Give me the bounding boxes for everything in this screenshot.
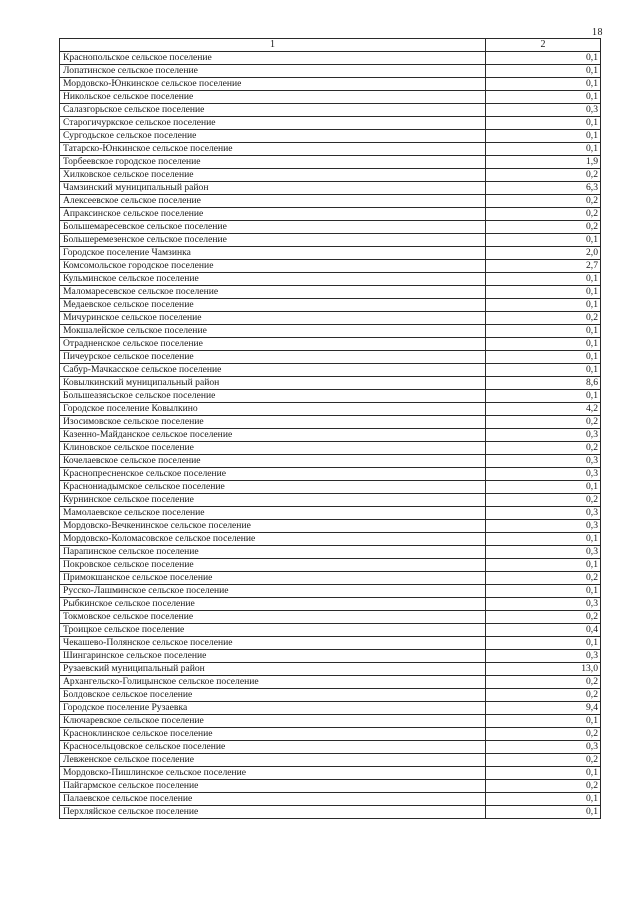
table-row xyxy=(60,429,601,442)
table-row xyxy=(60,351,601,364)
settlement-name-cell: Сургодьское сельское поселение xyxy=(60,130,486,143)
value-cell: 0,1 xyxy=(486,637,601,650)
table-row xyxy=(60,403,601,416)
settlement-name-cell: Краснопольское сельское поселение xyxy=(60,52,486,65)
table-row xyxy=(60,299,601,312)
table-row xyxy=(60,104,601,117)
value-cell: 0,2 xyxy=(486,689,601,702)
table-row xyxy=(60,312,601,325)
value-cell: 0,1 xyxy=(486,117,601,130)
table-row xyxy=(60,754,601,767)
table-row xyxy=(60,234,601,247)
table-row xyxy=(60,585,601,598)
settlement-name-cell: Маломаресевское сельское поселение xyxy=(60,286,486,299)
settlement-name-cell: Кочелаевское сельское поселение xyxy=(60,455,486,468)
value-cell: 0,3 xyxy=(486,104,601,117)
settlement-name-cell: Комсомольское городское поселение xyxy=(60,260,486,273)
settlement-name-cell: Примокшанское сельское поселение xyxy=(60,572,486,585)
value-cell: 0,2 xyxy=(486,494,601,507)
table-row xyxy=(60,637,601,650)
settlement-name-cell: Сабур-Мачкасское сельское поселение xyxy=(60,364,486,377)
value-cell: 0,1 xyxy=(486,390,601,403)
table-row xyxy=(60,533,601,546)
settlement-name-cell: Городское поселение Чамзинка xyxy=(60,247,486,260)
settlement-name-cell: Мордовско-Пишлинское сельское поселение xyxy=(60,767,486,780)
table-row xyxy=(60,663,601,676)
value-cell: 0,1 xyxy=(486,533,601,546)
settlement-name-cell: Красносельцовское сельское поселение xyxy=(60,741,486,754)
table-row xyxy=(60,468,601,481)
settlement-name-cell: Пайгармское сельское поселение xyxy=(60,780,486,793)
table-row xyxy=(60,325,601,338)
table-row xyxy=(60,741,601,754)
value-cell: 0,3 xyxy=(486,468,601,481)
table-row xyxy=(60,117,601,130)
settlement-name-cell: Болдовское сельское поселение xyxy=(60,689,486,702)
table-row xyxy=(60,702,601,715)
value-cell: 0,3 xyxy=(486,520,601,533)
value-cell: 0,2 xyxy=(486,169,601,182)
value-cell: 0,1 xyxy=(486,559,601,572)
value-cell: 0,1 xyxy=(486,481,601,494)
table-row xyxy=(60,650,601,663)
table-row xyxy=(60,767,601,780)
table-row xyxy=(60,689,601,702)
value-cell: 0,2 xyxy=(486,728,601,741)
settlement-name-cell: Ковылкинский муниципальный район xyxy=(60,377,486,390)
table-row xyxy=(60,455,601,468)
table-row xyxy=(60,676,601,689)
value-cell: 0,1 xyxy=(486,715,601,728)
table-row xyxy=(60,247,601,260)
value-cell: 1,9 xyxy=(486,156,601,169)
settlement-name-cell: Парапинское сельское поселение xyxy=(60,546,486,559)
table-row xyxy=(60,221,601,234)
settlement-name-cell: Пичеурское сельское поселение xyxy=(60,351,486,364)
settlement-name-cell: Краснониадымское сельское поселение xyxy=(60,481,486,494)
settlement-name-cell: Красноклинское сельское поселение xyxy=(60,728,486,741)
value-cell: 0,3 xyxy=(486,546,601,559)
settlement-name-cell: Троицкое сельское поселение xyxy=(60,624,486,637)
value-cell: 0,1 xyxy=(486,234,601,247)
settlement-name-cell: Отрадненское сельское поселение xyxy=(60,338,486,351)
settlement-name-cell: Мамолаевское сельское поселение xyxy=(60,507,486,520)
value-cell: 8,6 xyxy=(486,377,601,390)
value-cell: 0,2 xyxy=(486,208,601,221)
settlement-name-cell: Изосимовское сельское поселение xyxy=(60,416,486,429)
table-row xyxy=(60,169,601,182)
settlement-name-cell: Курнинское сельское поселение xyxy=(60,494,486,507)
settlement-name-cell: Рузаевский муниципальный район xyxy=(60,663,486,676)
value-cell: 6,3 xyxy=(486,182,601,195)
settlement-name-cell: Торбеевское городское поселение xyxy=(60,156,486,169)
settlement-name-cell: Большеазясьское сельское поселение xyxy=(60,390,486,403)
settlement-name-cell: Русско-Лашминское сельское поселение xyxy=(60,585,486,598)
table-row xyxy=(60,377,601,390)
value-cell: 0,1 xyxy=(486,338,601,351)
table-row xyxy=(60,338,601,351)
value-cell: 4,2 xyxy=(486,403,601,416)
table-row xyxy=(60,572,601,585)
value-cell: 0,1 xyxy=(486,585,601,598)
value-cell: 0,2 xyxy=(486,221,601,234)
table-row xyxy=(60,130,601,143)
value-cell: 0,1 xyxy=(486,793,601,806)
value-cell: 0,2 xyxy=(486,780,601,793)
settlement-name-cell: Мичуринское сельское поселение xyxy=(60,312,486,325)
value-cell: 0,1 xyxy=(486,91,601,104)
settlement-name-cell: Токмовское сельское поселение xyxy=(60,611,486,624)
value-cell: 0,2 xyxy=(486,416,601,429)
value-cell: 9,4 xyxy=(486,702,601,715)
table-row xyxy=(60,416,601,429)
settlement-name-cell: Перхляйское сельское поселение xyxy=(60,806,486,819)
value-cell: 0,2 xyxy=(486,676,601,689)
table-row xyxy=(60,195,601,208)
table-row xyxy=(60,611,601,624)
value-cell: 2,0 xyxy=(486,247,601,260)
value-cell: 13,0 xyxy=(486,663,601,676)
settlement-name-cell: Левженское сельское поселение xyxy=(60,754,486,767)
header-row xyxy=(60,39,601,52)
settlement-name-cell: Казенно-Майданское сельское поселение xyxy=(60,429,486,442)
table-row xyxy=(60,598,601,611)
value-cell: 0,1 xyxy=(486,286,601,299)
column-header-2: 2 xyxy=(486,39,601,52)
value-cell: 0,1 xyxy=(486,364,601,377)
table-row xyxy=(60,624,601,637)
settlement-name-cell: Мокшалейское сельское поселение xyxy=(60,325,486,338)
table-row xyxy=(60,520,601,533)
value-cell: 0,1 xyxy=(486,299,601,312)
settlement-name-cell: Татарско-Юнкинское сельское поселение xyxy=(60,143,486,156)
settlement-name-cell: Мордовско-Вечкенинское сельское поселение xyxy=(60,520,486,533)
table-row xyxy=(60,286,601,299)
value-cell: 0,1 xyxy=(486,273,601,286)
settlement-name-cell: Краснопресненское сельское поселение xyxy=(60,468,486,481)
table-row xyxy=(60,494,601,507)
settlement-name-cell: Чекашево-Полянское сельское поселение xyxy=(60,637,486,650)
settlement-name-cell: Покровское сельское поселение xyxy=(60,559,486,572)
value-cell: 0,2 xyxy=(486,572,601,585)
data-table xyxy=(59,38,601,819)
column-header-1: 1 xyxy=(60,39,486,52)
settlement-name-cell: Лопатинское сельское поселение xyxy=(60,65,486,78)
settlement-name-cell: Салазгорьское сельское поселение xyxy=(60,104,486,117)
value-cell: 0,1 xyxy=(486,65,601,78)
settlement-name-cell: Палаевское сельское поселение xyxy=(60,793,486,806)
settlement-name-cell: Большемаресевское сельское поселение xyxy=(60,221,486,234)
value-cell: 0,1 xyxy=(486,806,601,819)
table-row xyxy=(60,364,601,377)
table-row xyxy=(60,52,601,65)
table-body xyxy=(60,52,601,819)
settlement-name-cell: Апраксинское сельское поселение xyxy=(60,208,486,221)
table-row xyxy=(60,91,601,104)
value-cell: 0,1 xyxy=(486,143,601,156)
settlement-name-cell: Никольское сельское поселение xyxy=(60,91,486,104)
table-row xyxy=(60,806,601,819)
value-cell: 0,3 xyxy=(486,650,601,663)
value-cell: 0,1 xyxy=(486,52,601,65)
value-cell: 0,3 xyxy=(486,507,601,520)
settlement-name-cell: Городское поселение Ковылкино xyxy=(60,403,486,416)
settlement-name-cell: Рыбкинское сельское поселение xyxy=(60,598,486,611)
value-cell: 0,3 xyxy=(486,741,601,754)
table-row xyxy=(60,546,601,559)
settlement-name-cell: Городское поселение Рузаевка xyxy=(60,702,486,715)
page-number: 18 xyxy=(592,27,603,38)
table-row xyxy=(60,390,601,403)
settlement-name-cell: Мордовско-Юнкинское сельское поселение xyxy=(60,78,486,91)
table-row xyxy=(60,780,601,793)
table-row xyxy=(60,182,601,195)
value-cell: 0,1 xyxy=(486,130,601,143)
settlement-name-cell: Старогичуркское сельское поселение xyxy=(60,117,486,130)
settlement-name-cell: Ключаревское сельское поселение xyxy=(60,715,486,728)
settlement-name-cell: Клиновское сельское поселение xyxy=(60,442,486,455)
table-row xyxy=(60,273,601,286)
table-row xyxy=(60,793,601,806)
table-row xyxy=(60,442,601,455)
settlement-name-cell: Чамзинский муниципальный район xyxy=(60,182,486,195)
value-cell: 0,2 xyxy=(486,754,601,767)
value-cell: 0,1 xyxy=(486,78,601,91)
settlement-name-cell: Хилковское сельское поселение xyxy=(60,169,486,182)
value-cell: 0,3 xyxy=(486,455,601,468)
settlement-name-cell: Архангельско-Голицынское сельское поселение xyxy=(60,676,486,689)
value-cell: 0,4 xyxy=(486,624,601,637)
value-cell: 0,2 xyxy=(486,195,601,208)
table-row xyxy=(60,507,601,520)
settlement-name-cell: Шингаринское сельское поселение xyxy=(60,650,486,663)
table-row xyxy=(60,715,601,728)
value-cell: 0,1 xyxy=(486,351,601,364)
value-cell: 0,1 xyxy=(486,325,601,338)
value-cell: 0,2 xyxy=(486,611,601,624)
settlement-name-cell: Алексеевское сельское поселение xyxy=(60,195,486,208)
value-cell: 0,2 xyxy=(486,442,601,455)
table-row xyxy=(60,481,601,494)
settlement-name-cell: Большеремезенское сельское поселение xyxy=(60,234,486,247)
table-row xyxy=(60,65,601,78)
value-cell: 0,3 xyxy=(486,429,601,442)
table-row xyxy=(60,559,601,572)
settlement-name-cell: Кульминское сельское поселение xyxy=(60,273,486,286)
settlement-name-cell: Медаевское сельское поселение xyxy=(60,299,486,312)
table-row xyxy=(60,78,601,91)
table-row xyxy=(60,156,601,169)
settlement-name-cell: Мордовско-Коломасовское сельское поселение xyxy=(60,533,486,546)
value-cell: 0,1 xyxy=(486,767,601,780)
table-row xyxy=(60,208,601,221)
value-cell: 0,2 xyxy=(486,312,601,325)
table-row xyxy=(60,728,601,741)
value-cell: 2,7 xyxy=(486,260,601,273)
table-row xyxy=(60,143,601,156)
table-row xyxy=(60,260,601,273)
value-cell: 0,3 xyxy=(486,598,601,611)
